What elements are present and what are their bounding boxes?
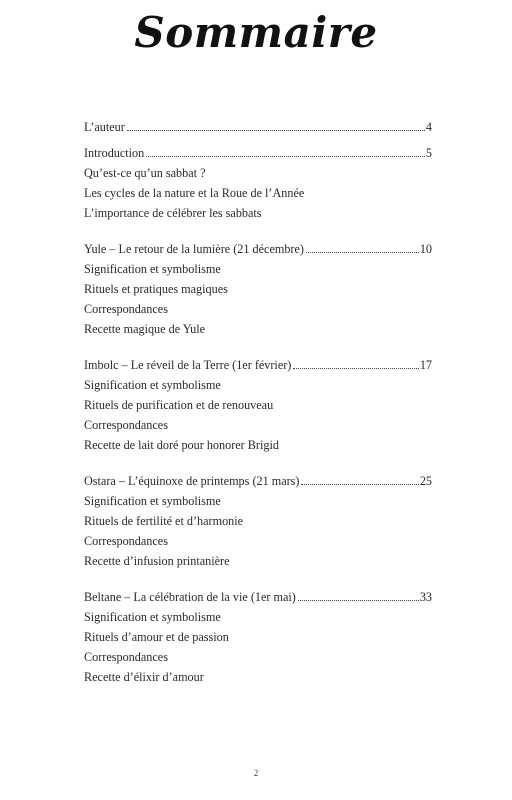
toc-subitem[interactable]: Correspondances bbox=[84, 418, 168, 432]
toc-section-heading[interactable] bbox=[84, 355, 432, 375]
toc-heading-label: Imbolc – Le réveil de la Terre (1er février) bbox=[84, 358, 292, 372]
dot-leader bbox=[293, 368, 418, 369]
toc-subitem[interactable]: Rituels de fertilité et d’harmonie bbox=[84, 514, 244, 528]
toc-heading-label: Introduction bbox=[84, 146, 145, 160]
page-number: 2 bbox=[253, 768, 259, 778]
page-title: Sommaire bbox=[134, 8, 378, 57]
toc-subitem[interactable]: Signification et symbolisme bbox=[84, 262, 221, 276]
dot-leader bbox=[301, 484, 418, 485]
toc-section-heading[interactable] bbox=[84, 471, 432, 491]
toc-section-heading[interactable] bbox=[84, 239, 432, 259]
toc-subitem[interactable]: Qu’est-ce qu’un sabbat ? bbox=[84, 166, 206, 180]
toc-subitem[interactable]: Correspondances bbox=[84, 650, 168, 664]
toc-subitem[interactable]: Rituels de purification et de renouveau bbox=[84, 398, 274, 412]
toc-section-heading[interactable] bbox=[84, 143, 432, 163]
toc-section-heading[interactable] bbox=[84, 587, 432, 607]
toc-page-number: 5 bbox=[425, 146, 432, 160]
toc-subitem[interactable]: Signification et symbolisme bbox=[84, 378, 221, 392]
toc-subitem[interactable]: Correspondances bbox=[84, 534, 168, 548]
toc-section bbox=[84, 355, 432, 455]
toc-page-number: 10 bbox=[419, 242, 432, 256]
toc-subitem[interactable]: Signification et symbolisme bbox=[84, 494, 221, 508]
toc-section bbox=[84, 239, 432, 339]
toc-subitem[interactable]: Recette magique de Yule bbox=[84, 322, 206, 336]
table-of-contents bbox=[84, 117, 432, 703]
toc-subitem[interactable]: Rituels d’amour et de passion bbox=[84, 630, 229, 644]
toc-subitem[interactable]: Les cycles de la nature et la Roue de l’Année bbox=[84, 186, 305, 200]
toc-section bbox=[84, 471, 432, 571]
toc-page-number: 33 bbox=[419, 590, 432, 604]
toc-page-number: 25 bbox=[419, 474, 432, 488]
toc-entry-author[interactable] bbox=[84, 117, 432, 137]
toc-subitem[interactable]: Recette d’élixir d’amour bbox=[84, 670, 204, 684]
dot-leader bbox=[298, 600, 419, 601]
toc-entry-label: L’auteur bbox=[84, 120, 125, 134]
toc-subitem[interactable]: Correspondances bbox=[84, 302, 168, 316]
toc-heading-label: Yule – Le retour de la lumière (21 décembre) bbox=[84, 242, 304, 256]
toc-subitem[interactable]: Recette d’infusion printanière bbox=[84, 554, 230, 568]
toc-page-number: 4 bbox=[425, 120, 432, 134]
dot-leader bbox=[127, 130, 425, 131]
toc-section bbox=[84, 587, 432, 687]
toc-heading-label: Ostara – L’équinoxe de printemps (21 mars) bbox=[84, 474, 300, 488]
toc-section bbox=[84, 143, 432, 223]
toc-subitem[interactable]: Recette de lait doré pour honorer Brigid bbox=[84, 438, 279, 452]
toc-subitem[interactable]: Rituels et pratiques magiques bbox=[84, 282, 228, 296]
toc-subitem[interactable]: Signification et symbolisme bbox=[84, 610, 221, 624]
dot-leader bbox=[306, 252, 419, 253]
toc-page-number: 17 bbox=[419, 358, 432, 372]
toc-subitem[interactable]: L’importance de célébrer les sabbats bbox=[84, 206, 262, 220]
toc-heading-label: Beltane – La célébration de la vie (1er mai) bbox=[84, 590, 296, 604]
dot-leader bbox=[146, 156, 425, 157]
